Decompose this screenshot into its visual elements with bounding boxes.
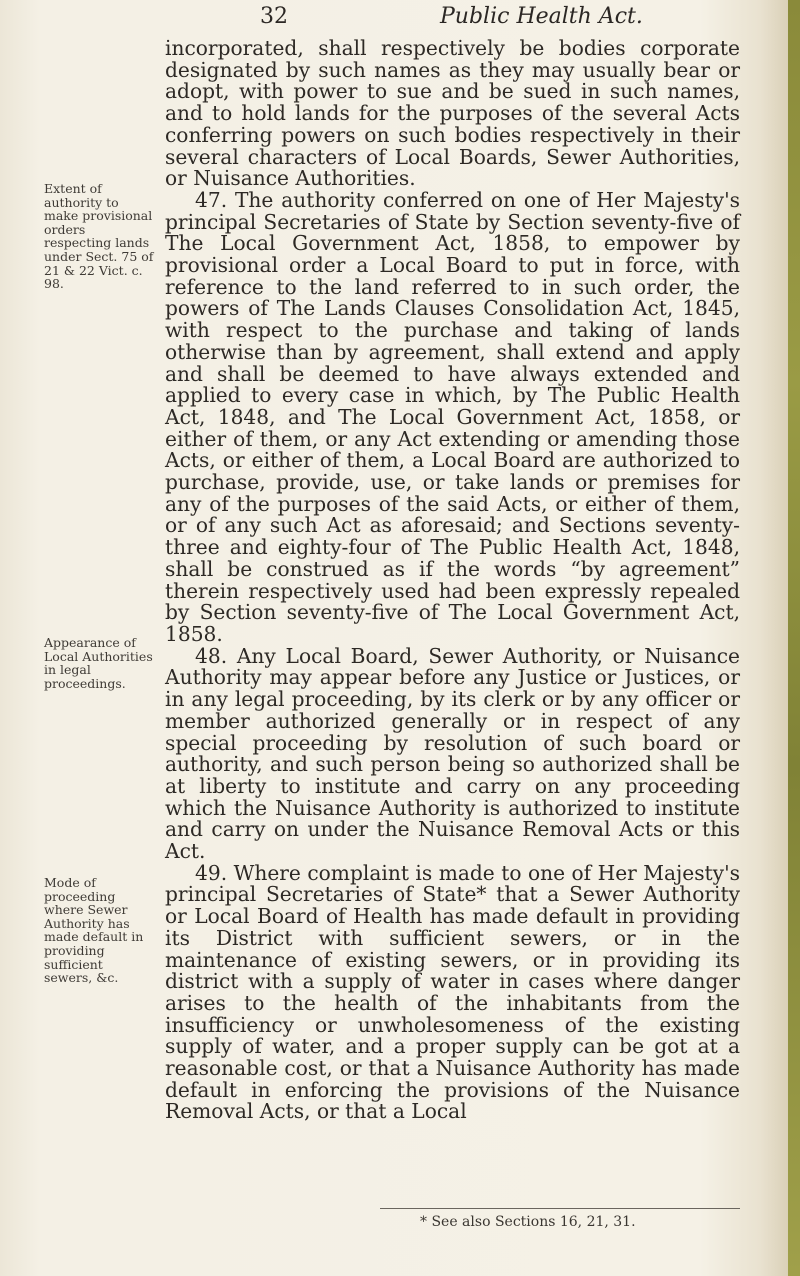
section-48: 48. Any Local Board, Sewer Authority, or Nuisance Authority may appear before any Justice or Justices, or in any legal proceeding, by its clerk or by any officer or member authorized generally or in respect of any special proceeding by resolution of such board or authority, and such person being so authorized shall be at liberty to institute and carry on any proceeding which the Nuisance Authority is authorized to institute and carry on under the Nuisance Removal Acts or this Act. [165, 643, 740, 864]
section-49: 49. Where complaint is made to one of Her Majesty's principal Secretaries of State* that a Sewer Authority or Local Board of Health has made default in providing its District with sufficient sewers, or in the maintenance of existing sewers, or in providing its district with a supply of water in cases where danger arises to the health of the inhabitants from the insufficiency or unwholesomeness of the existing supply of water, and a proper supply can be got at a reasonable cost, or that a Nuisance Authority has made default in enforcing the provisions of the Nuisance Removal Acts, or that a Local [165, 860, 740, 1124]
section-47: 47. The authority conferred on one of Her Majesty's principal Secretaries of State by Section seventy-five of The Local Government Act, 1858, to empower by provisional order a Local Board to put in force, with reference to the land referred to in such order, the powers of The Lands Clauses Consolidation Act, 1845, with respect to the purchase and taking of lands otherwise than by agreement, shall extend and apply and shall be deemed to have always extended and applied to every case in which, by The Public Health Act, 1848, and The Local Government Act, 1858, or either of them, or any Act extending or amending those Acts, or either of them, a Local Board are authorized to purchase, provide, use, or take lands or premises for any of the purposes of the said Acts, or either of them, or of any such Act as aforesaid; and Sections seventy-three and eighty-four of The Public Health Act, 1848, shall be construed as if the words “by agreement” therein respectively used had been expressly repealed by Section seventy-five of The Local Government Act, 1858. [165, 187, 740, 646]
footnote-rule [380, 1208, 740, 1209]
margin-note-49: Mode of proceeding where Sewer Authority has made default in providing sufficient sewers, &c. [44, 875, 144, 986]
page-number: 32 [260, 4, 288, 29]
page-edge [788, 0, 800, 1276]
paragraph-continuation: incorporated, shall respectively be bodies corporate designated by such names as they may usually bear or adopt, with power to sue and be sued in such names, and to hold lands for the purposes of the several Acts conferring powers on such bodies respectively in their several characters of Local Boards, Sewer Authorities, or Nuisance Authorities. [165, 36, 740, 191]
margin-note-48: Appearance of Local Authorities in legal proceedings. [44, 635, 153, 691]
body-text [165, 38, 740, 1123]
page-header [140, 4, 740, 34]
footnote: * See also Sections 16, 21, 31. [420, 1214, 636, 1230]
margin-note-47: Extent of authority to make provisional orders respecting lands under Sect. 75 of 21 & 22 Vict. c. 98. [44, 181, 154, 292]
running-head: Public Health Act. [440, 4, 643, 29]
